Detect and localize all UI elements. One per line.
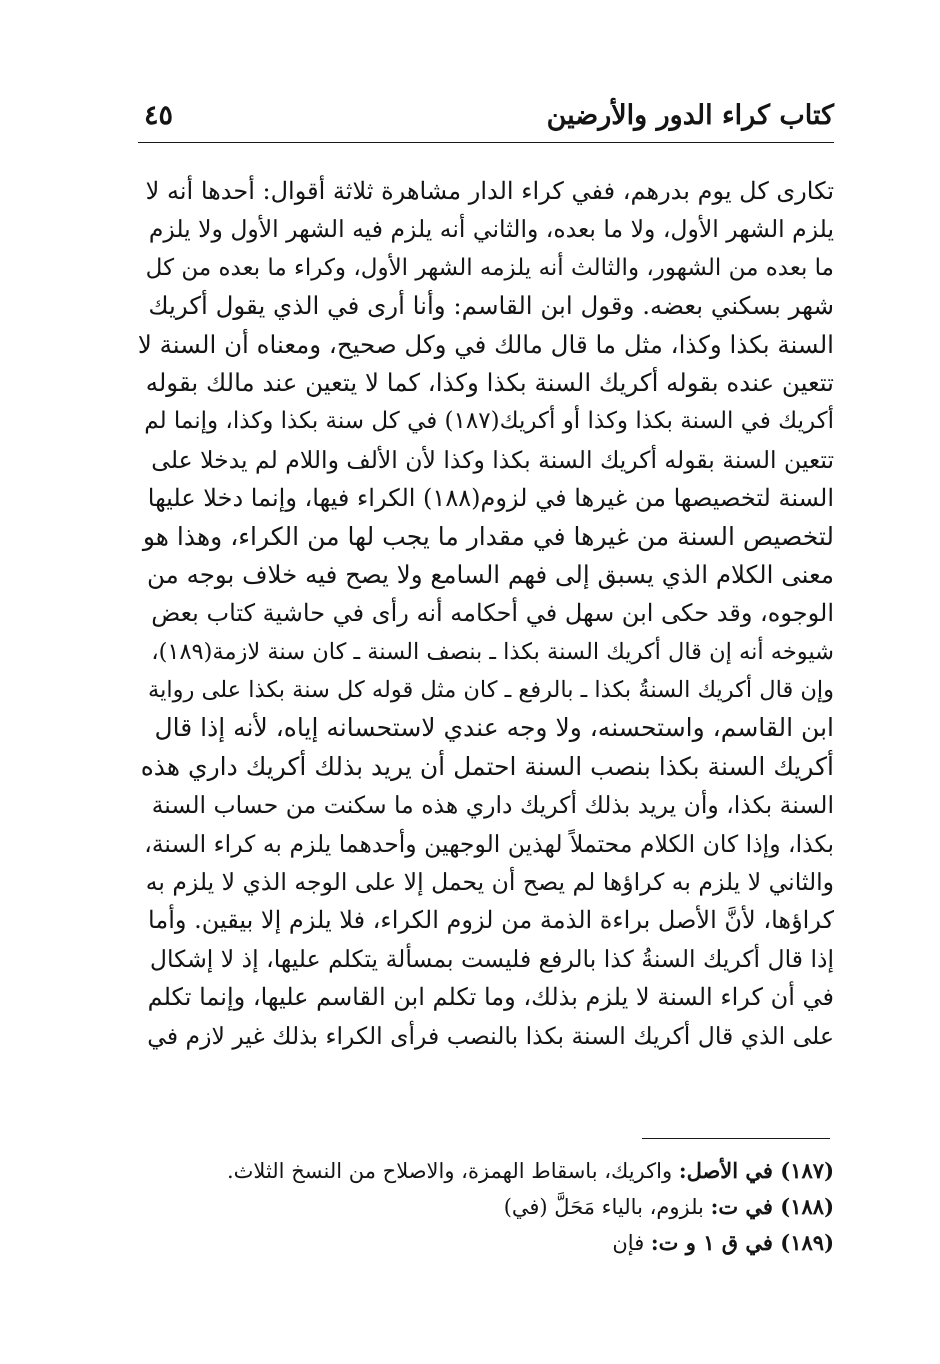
text-line: ما بعده من الشهور، والثالث أنه يلزمه الشهر الأول، وكراء ما بعده من كل xyxy=(145,254,834,281)
footnote-marker: (١٨٩) في ق ١ و ت: xyxy=(650,1230,834,1255)
text-line: يلزم الشهر الأول، ولا ما بعده، والثاني أنه يلزم فيه الشهر الأول ولا يلزم xyxy=(148,215,834,244)
footnote-187 xyxy=(138,1153,834,1189)
text-line: إذا قال أكريك السنةُ كذا بالرفع فليست بمسألة يتكلم عليها، إذ لا إشكال xyxy=(149,944,834,973)
text-line: أكريك في السنة بكذا وكذا أو أكريك(١٨٧) في كل سنة بكذا وكذا، وإنما لم xyxy=(144,408,834,435)
text-line: تكارى كل يوم بدرهم، ففي كراء الدار مشاهرة ثلاثة أقوال: أحدها أنه لا xyxy=(145,177,834,205)
text-line: الوجوه، وقد حكى ابن سهل في أحكامه أنه رأى في حاشية كتاب بعض xyxy=(151,599,834,628)
text-line: تتعين السنة بقوله أكريك السنة بكذا وكذا لأن الألف واللام لم يدخلا على xyxy=(151,445,834,474)
footnote-188 xyxy=(138,1189,834,1225)
footnote-divider xyxy=(642,1138,830,1139)
text-line: لتخصيص السنة من غيرها في مقدار ما يجب لها من الكراء، وهذا هو xyxy=(142,521,834,551)
footnote-text: واكريك، باسقاط الهمزة، والاصلاح من النسخ الثلاث. xyxy=(226,1159,673,1183)
text-line: أكريك السنة بكذا بنصب السنة احتمل أن يريد بذلك أكريك داري هذه xyxy=(140,751,834,781)
header-divider xyxy=(138,142,834,143)
text-line: السنة لتخصيصها من غيرها في لزوم(١٨٨) الكراء فيها، وإنما دخلا عليها xyxy=(147,484,834,513)
text-line: تتعين عنده بقوله أكريك السنة بكذا وكذا، كما لا يتعين عند مالك بقوله xyxy=(145,367,834,397)
main-text-body xyxy=(138,172,834,1055)
footnote-marker: (١٨٨) في ت: xyxy=(710,1194,834,1219)
footnote-text: فإن xyxy=(612,1231,645,1255)
footnotes xyxy=(138,1153,834,1261)
footnote-text: بلزوم، بالياء مَحَلَّ (في) xyxy=(503,1195,704,1219)
footnote-189 xyxy=(138,1225,834,1261)
text-line: كراؤها، لأنَّ الأصل براءة الذمة من لزوم الكراء، فلا يلزم إلا بيقين. وأما xyxy=(148,906,834,935)
text-line: معنى الكلام الذي يسبق إلى فهم السامع ولا يصح فيه خلاف بوجه من xyxy=(147,559,834,589)
text-line: بكذا، وإذا كان الكلام محتملاً لهذين الوجهين وأحدهما يلزم به كراء السنة، xyxy=(144,829,834,858)
text-line: ابن القاسم، واستحسنه، ولا وجه عندي لاستحسانه إياه، لأنه إذا قال xyxy=(154,713,834,743)
text-line: في أن كراء السنة لا يلزم بذلك، وما تكلم ابن القاسم عليها، وإنما تكلم xyxy=(147,983,834,1012)
text-line: السنة بكذا، وأن يريد بذلك أكريك داري هذه ما سكنت من حساب السنة xyxy=(151,791,834,820)
text-line: على الذي قال أكريك السنة بكذا بالنصب فرأى الكراء بذلك غير لازم في xyxy=(147,1021,834,1050)
text-line: شيوخه أنه إن قال أكريك السنة بكذا ـ بنصف السنة ـ كان سنة لازمة(١٨٩)، xyxy=(151,638,834,665)
chapter-title: كتاب كراء الدور والأرضين xyxy=(546,100,834,131)
text-line: والثاني لا يلزم به كراؤها لم يصح أن يحمل إلا على الوجه الذي لا يلزم به xyxy=(145,868,834,897)
footnote-marker: (١٨٧) في الأصل: xyxy=(678,1158,834,1183)
text-line: السنة بكذا وكذا، مثل ما قال مالك في وكل صحيح، ومعناه أن السنة لا xyxy=(138,329,834,359)
text-line: شهر بسكني بعضه. وقول ابن القاسم: وأنا أرى في الذي يقول أكريك xyxy=(148,291,834,321)
page-number: ٤٥ xyxy=(144,100,174,131)
text-line: وإن قال أكريك السنةُ بكذا ـ بالرفع ـ كان مثل قوله كل سنة بكذا على رواية xyxy=(148,677,834,704)
running-header xyxy=(138,96,834,140)
